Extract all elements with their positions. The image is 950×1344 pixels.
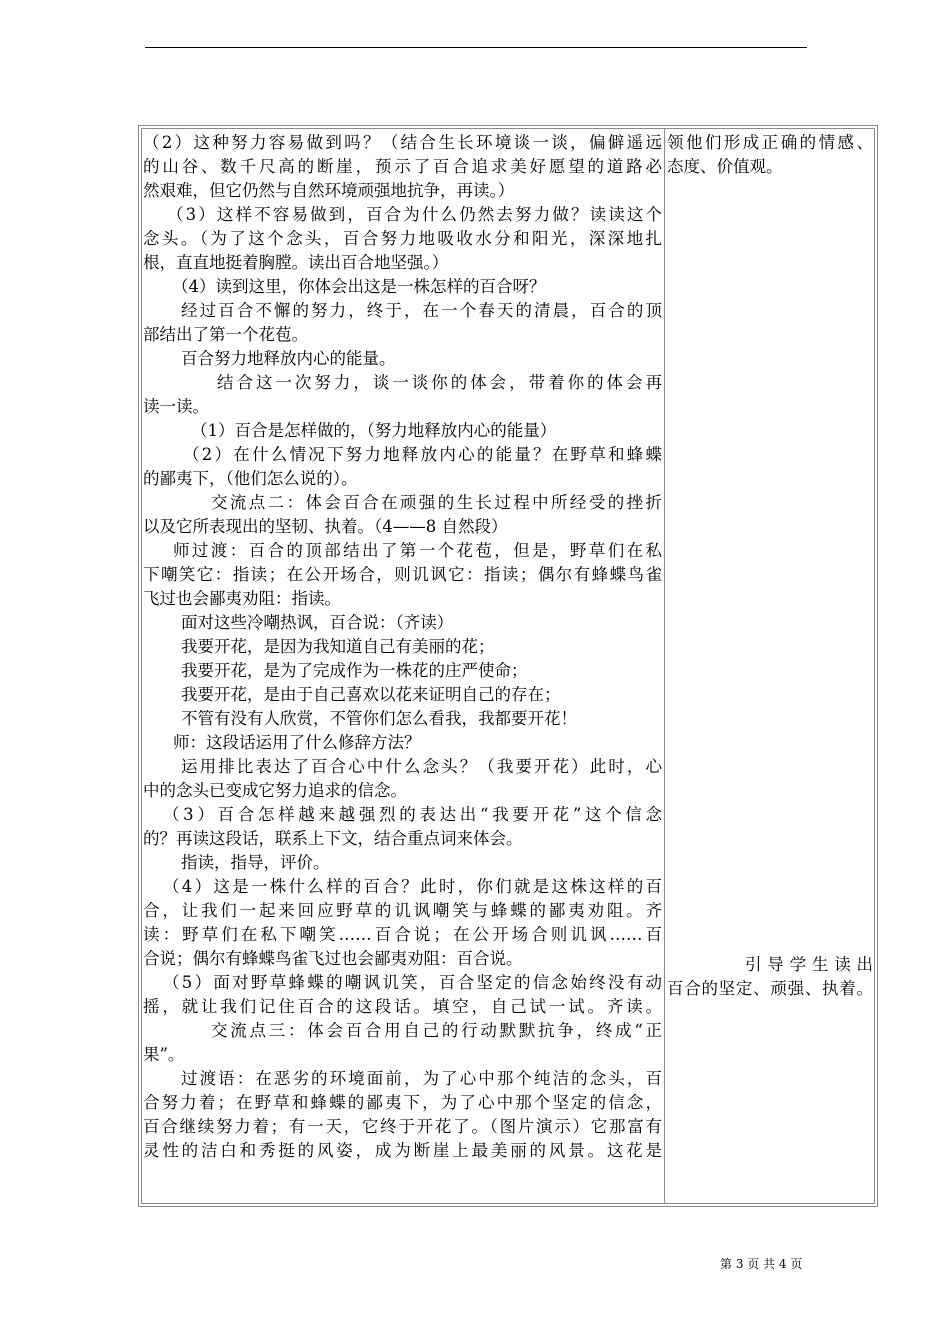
text-line: （5）面对野草蜂蝶的嘲讽讥笑，百合坚定的信念始终没有动 — [163, 973, 662, 992]
text-line: （1）百合是怎样做的，（努力地释放内心的能量） — [191, 421, 557, 440]
text-line: 面对这些冷嘲热讽，百合说：（齐读） — [181, 613, 454, 632]
text-line: 态度、价值观。 — [667, 157, 783, 176]
page-number: 第 3 页 共 4 页 — [720, 1257, 803, 1271]
text-line: 摇，就让我们记住百合的这段话。填空，自己试一试。齐读。 — [143, 997, 662, 1016]
text-line: 下嘲笑它：指读；在公开场合，则讥讽它：指读；偶尔有蜂蝶鸟雀 — [143, 565, 662, 584]
text-line: （4）读到这里，你体会出这是一株怎样的百合呀？ — [172, 277, 546, 296]
text-line: （2）这种努力容易做到吗？（结合生长环境谈一谈，偏僻遥远 — [143, 133, 662, 152]
column-divider — [664, 128, 665, 1204]
text-line: 的鄙夷下，（他们怎么说的）。 — [143, 469, 358, 488]
header-rule — [145, 47, 807, 48]
text-line: 我要开花，是由于自己喜欢以花来证明自己的存在； — [181, 685, 561, 704]
text-line: 的？再读这段话，联系上下文，结合重点词来体会。 — [143, 829, 523, 848]
text-line: 运用排比表达了百合心中什么念头？（我要开花）此时，心 — [181, 757, 662, 776]
text-line: 合说；偶尔有蜂蝶鸟雀飞过也会鄙夷劝阻：百合说。 — [143, 949, 523, 968]
text-line: 经过百合不懈的努力，终于，在一个春天的清晨，百合的顶 — [181, 301, 662, 320]
text-line: 我要开花，是因为我知道自己有美丽的花； — [181, 637, 495, 656]
text-line: 灵性的洁白和秀挺的风姿，成为断崖上最美丽的风景。这花是 — [143, 1141, 662, 1160]
text-line: 过渡语：在恶劣的环境面前，为了心中那个纯洁的念头，百 — [181, 1069, 662, 1088]
text-line: （2）在什么情况下努力地释放内心的能量？在野草和蜂蝶 — [183, 445, 662, 464]
text-line: 读一读。 — [143, 397, 209, 416]
text-line: 百合继续努力着；有一天，它终于开花了。（图片演示）它那富有 — [143, 1117, 662, 1136]
text-line: 交流点二：体会百合在顽强的生长过程中所经受的挫折 — [211, 493, 662, 512]
text-line: 读：野草们在私下嘲笑……百合说；在公开场合则讥讽……百 — [143, 925, 662, 944]
text-line: 中的念头已变成它努力追求的信念。 — [143, 781, 407, 800]
lesson-process-cell — [143, 129, 662, 1201]
text-line: 果”。 — [143, 1045, 185, 1064]
text-line: 念头。（为了这个念头，百合努力地吸收水分和阳光，深深地扎 — [143, 229, 662, 248]
text-line: （4）这是一株什么样的百合？此时，你们就是这株这样的百 — [163, 877, 662, 896]
text-line: 结合这一次努力，谈一谈你的体会，带着你的体会再 — [217, 373, 662, 392]
text-line: 然艰难，但它仍然与自然环境顽强地抗争，再读。） — [143, 181, 515, 200]
text-line: 师过渡：百合的顶部结出了第一个花苞，但是，野草们在私 — [173, 541, 662, 560]
text-line: 以及它所表现出的坚韧、执着。（4——8 自然段） — [143, 517, 508, 536]
design-intent-cell — [667, 129, 873, 1201]
text-line: 的山谷、数千尺高的断崖，预示了百合追求美好愿望的道路必 — [143, 157, 662, 176]
text-line: 飞过也会鄙夷劝阻：指读。 — [143, 589, 341, 608]
text-line: （3）百合怎样越来越强烈的表达出“我要开花”这个信念 — [163, 805, 662, 824]
text-line: 不管有没有人欣赏，不管你们怎么看我，我都要开花！ — [181, 709, 577, 728]
text-line: 百合努力地释放内心的能量。 — [181, 349, 396, 368]
text-line: 指读，指导，评价。 — [181, 853, 330, 872]
text-line: 师：这段话运用了什么修辞方法？ — [173, 733, 421, 752]
text-line: 百合的坚定、顽强、执着。 — [667, 979, 873, 998]
text-line: 领他们形成正确的情感、 — [667, 133, 873, 152]
text-line: （3）这样不容易做到，百合为什么仍然去努力做？读读这个 — [167, 205, 662, 224]
text-line: 根，直直地挺着胸膛。读出百合地坚强。） — [143, 253, 449, 272]
text-line: 合努力着；在野草和蜂蝶的鄙夷下，为了心中那个坚定的信念， — [143, 1093, 662, 1112]
text-line: 部结出了第一个花苞。 — [143, 325, 308, 344]
text-line: 合，让我们一起来回应野草的讥讽嘲笑与蜂蝶的鄙夷劝阻。齐 — [143, 901, 662, 920]
text-line: 我要开花，是为了完成作为一株花的庄严使命； — [181, 661, 528, 680]
text-line: 引导学生读出 — [745, 955, 873, 974]
text-line: 交流点三：体会百合用自己的行动默默抗争，终成“正 — [211, 1021, 662, 1040]
